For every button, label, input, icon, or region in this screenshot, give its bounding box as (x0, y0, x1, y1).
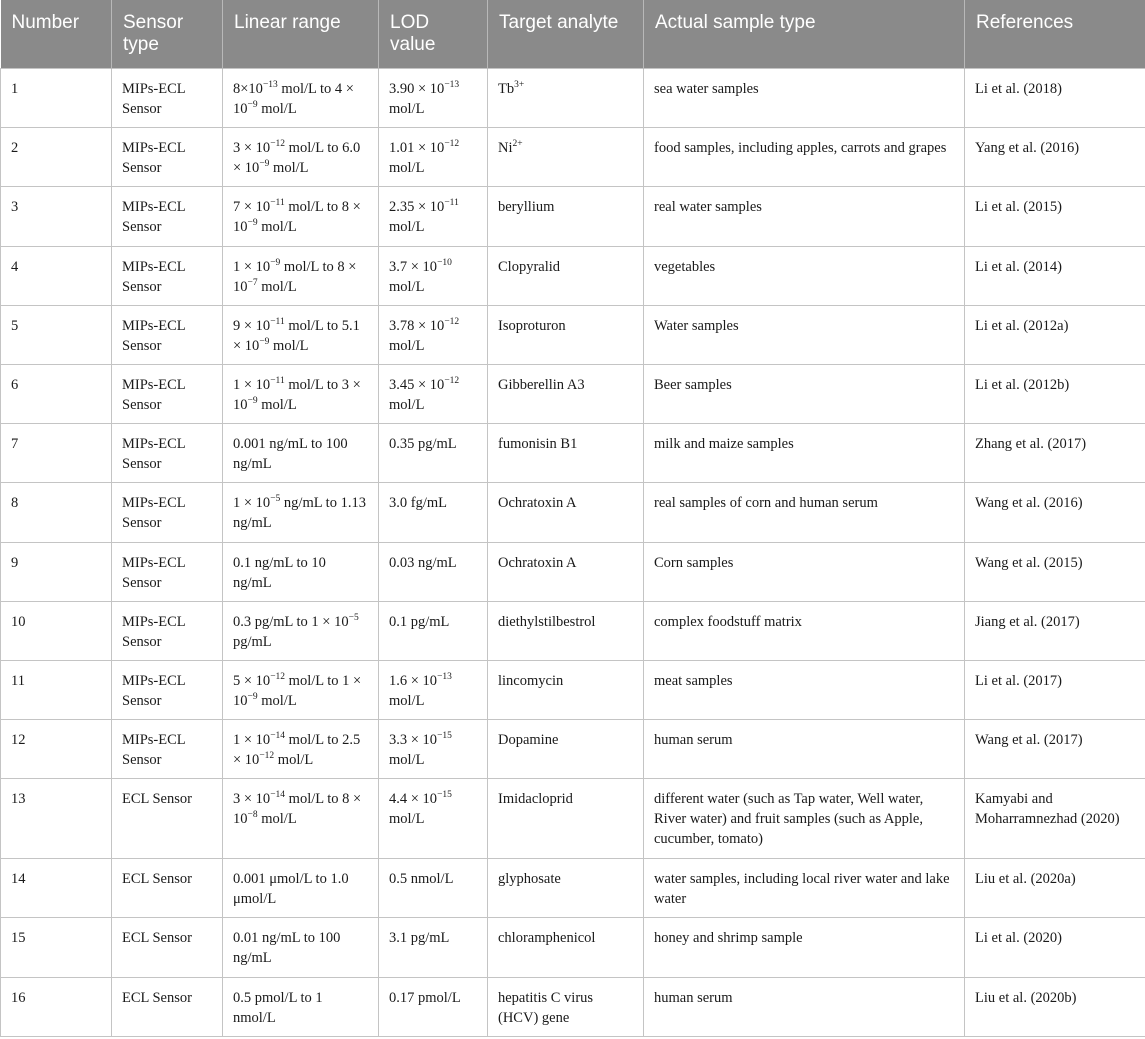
cell-reference: Yang et al. (2016) (965, 128, 1145, 187)
cell-reference: Zhang et al. (2017) (965, 424, 1145, 483)
cell-sensor-type: ECL Sensor (112, 779, 223, 859)
cell-target-analyte: Clopyralid (488, 246, 644, 305)
cell-number: 4 (1, 246, 112, 305)
cell-target-analyte: Imidacloprid (488, 779, 644, 859)
cell-reference: Jiang et al. (2017) (965, 601, 1145, 660)
cell-target-analyte: Isoproturon (488, 305, 644, 364)
table-row (1, 779, 1145, 859)
cell-target-analyte: lincomycin (488, 660, 644, 719)
cell-sensor-type: MIPs-ECL Sensor (112, 305, 223, 364)
cell-target-analyte: Gibberellin A3 (488, 364, 644, 423)
cell-linear-range: $3 \times 10^{-14}$ mol/L to $8 \times 10^{-8}$ mol/L (223, 779, 379, 859)
cell-reference: Li et al. (2014) (965, 246, 1145, 305)
table-row (1, 918, 1145, 977)
cell-actual-sample-type: water samples, including local river water and lake water (644, 859, 965, 918)
cell-target-analyte: beryllium (488, 187, 644, 246)
cell-linear-range: 0.001 μmol/L to 1.0 μmol/L (223, 859, 379, 918)
cell-linear-range: $8\times 10^{-13}$ mol/L to $4 \times 10^{-9}$ mol/L (223, 69, 379, 128)
cell-sensor-type: MIPs-ECL Sensor (112, 424, 223, 483)
header-target-analyte: Target analyte (488, 0, 644, 69)
cell-number: 13 (1, 779, 112, 859)
cell-reference: Liu et al. (2020a) (965, 859, 1145, 918)
cell-reference: Li et al. (2015) (965, 187, 1145, 246)
table-row (1, 128, 1145, 187)
table-row (1, 187, 1145, 246)
table-row (1, 424, 1145, 483)
table-row (1, 977, 1145, 1036)
cell-lod-value: 0.1 pg/mL (379, 601, 488, 660)
cell-number: 12 (1, 720, 112, 779)
cell-lod-value: 3.1 pg/mL (379, 918, 488, 977)
cell-actual-sample-type: Beer samples (644, 364, 965, 423)
cell-sensor-type: ECL Sensor (112, 918, 223, 977)
cell-reference: Wang et al. (2016) (965, 483, 1145, 542)
cell-actual-sample-type: different water (such as Tap water, Well water, River water) and fruit samples (such as Apple, cucumber, tomato) (644, 779, 965, 859)
cell-number: 7 (1, 424, 112, 483)
cell-sensor-type: ECL Sensor (112, 859, 223, 918)
cell-sensor-type: MIPs-ECL Sensor (112, 69, 223, 128)
cell-number: 1 (1, 69, 112, 128)
cell-number: 14 (1, 859, 112, 918)
cell-sensor-type: MIPs-ECL Sensor (112, 483, 223, 542)
header-row (1, 0, 1145, 69)
cell-number: 5 (1, 305, 112, 364)
cell-linear-range: $9 \times 10^{-11}$ mol/L to $5.1 \times 10^{-9}$ mol/L (223, 305, 379, 364)
cell-sensor-type: MIPs-ECL Sensor (112, 364, 223, 423)
cell-sensor-type: MIPs-ECL Sensor (112, 601, 223, 660)
cell-reference: Li et al. (2017) (965, 660, 1145, 719)
header-actual-sample-type: Actual sample type (644, 0, 965, 69)
header-references: References (965, 0, 1145, 69)
cell-reference: Li et al. (2012b) (965, 364, 1145, 423)
cell-target-analyte: glyphosate (488, 859, 644, 918)
cell-target-analyte: chloramphenicol (488, 918, 644, 977)
cell-actual-sample-type: Water samples (644, 305, 965, 364)
cell-linear-range: $7 \times 10^{-11}$ mol/L to $8 \times 10^{-9}$ mol/L (223, 187, 379, 246)
cell-linear-range: 0.3 pg/mL to $1 \times 10^{-5}$ pg/mL (223, 601, 379, 660)
cell-actual-sample-type: real water samples (644, 187, 965, 246)
cell-number: 11 (1, 660, 112, 719)
table-row (1, 305, 1145, 364)
cell-linear-range: 0.01 ng/mL to 100 ng/mL (223, 918, 379, 977)
cell-reference: Wang et al. (2015) (965, 542, 1145, 601)
cell-lod-value: 0.5 nmol/L (379, 859, 488, 918)
table-row (1, 542, 1145, 601)
cell-linear-range: $5 \times 10^{-12}$ mol/L to $1 \times 10^{-9}$ mol/L (223, 660, 379, 719)
cell-sensor-type: MIPs-ECL Sensor (112, 542, 223, 601)
cell-number: 8 (1, 483, 112, 542)
cell-lod-value: $3.78 \times 10^{-12}$ mol/L (379, 305, 488, 364)
cell-target-analyte: Ochratoxin A (488, 542, 644, 601)
cell-sensor-type: MIPs-ECL Sensor (112, 128, 223, 187)
cell-reference: Liu et al. (2020b) (965, 977, 1145, 1036)
header-number: Number (1, 0, 112, 69)
table-row (1, 483, 1145, 542)
table-row (1, 660, 1145, 719)
cell-number: 2 (1, 128, 112, 187)
cell-lod-value: $4.4 \times 10^{-15}$ mol/L (379, 779, 488, 859)
cell-number: 3 (1, 187, 112, 246)
cell-actual-sample-type: meat samples (644, 660, 965, 719)
table-row (1, 859, 1145, 918)
cell-linear-range: $1 \times 10^{-14}$ mol/L to $2.5 \times 10^{-12}$ mol/L (223, 720, 379, 779)
cell-reference: Li et al. (2012a) (965, 305, 1145, 364)
table-row (1, 364, 1145, 423)
cell-reference: Kamyabi and Moharramnezhad (2020) (965, 779, 1145, 859)
table-row (1, 720, 1145, 779)
cell-actual-sample-type: complex foodstuff matrix (644, 601, 965, 660)
cell-sensor-type: ECL Sensor (112, 977, 223, 1036)
cell-reference: Li et al. (2020) (965, 918, 1145, 977)
header-sensor-type: Sensor type (112, 0, 223, 69)
cell-linear-range: 0.1 ng/mL to 10 ng/mL (223, 542, 379, 601)
cell-reference: Li et al. (2018) (965, 69, 1145, 128)
cell-linear-range: $1 \times 10^{-11}$ mol/L to $3 \times 10^{-9}$ mol/L (223, 364, 379, 423)
cell-actual-sample-type: sea water samples (644, 69, 965, 128)
cell-lod-value: 0.17 pmol/L (379, 977, 488, 1036)
cell-sensor-type: MIPs-ECL Sensor (112, 660, 223, 719)
cell-actual-sample-type: Corn samples (644, 542, 965, 601)
cell-linear-range: 0.001 ng/mL to 100 ng/mL (223, 424, 379, 483)
table-body (1, 69, 1145, 1037)
table-header (1, 0, 1145, 69)
cell-sensor-type: MIPs-ECL Sensor (112, 187, 223, 246)
cell-lod-value: $1.01 \times 10^{-12}$ mol/L (379, 128, 488, 187)
cell-lod-value: $3.90 \times 10^{-13}$ mol/L (379, 69, 488, 128)
cell-target-analyte: $Tb^{3+}$ (488, 69, 644, 128)
cell-lod-value: $3.3 \times 10^{-15}$ mol/L (379, 720, 488, 779)
cell-number: 6 (1, 364, 112, 423)
table-row (1, 601, 1145, 660)
cell-linear-range: $3 \times 10^{-12}$ mol/L to $6.0 \times 10^{-9}$ mol/L (223, 128, 379, 187)
cell-lod-value: $2.35 \times 10^{-11}$ mol/L (379, 187, 488, 246)
cell-number: 16 (1, 977, 112, 1036)
cell-lod-value: $3.45 \times 10^{-12}$ mol/L (379, 364, 488, 423)
cell-target-analyte: Ochratoxin A (488, 483, 644, 542)
cell-actual-sample-type: human serum (644, 977, 965, 1036)
table-row (1, 69, 1145, 128)
cell-target-analyte: $Ni^{2+}$ (488, 128, 644, 187)
table-row (1, 246, 1145, 305)
cell-actual-sample-type: milk and maize samples (644, 424, 965, 483)
cell-actual-sample-type: honey and shrimp sample (644, 918, 965, 977)
cell-lod-value: $3.7 \times 10^{-10}$ mol/L (379, 246, 488, 305)
header-linear-range: Linear range (223, 0, 379, 69)
cell-actual-sample-type: human serum (644, 720, 965, 779)
cell-reference: Wang et al. (2017) (965, 720, 1145, 779)
cell-number: 9 (1, 542, 112, 601)
cell-lod-value: 0.35 pg/mL (379, 424, 488, 483)
cell-linear-range: $1 \times 10^{-9}$ mol/L to $8 \times 10^{-7}$ mol/L (223, 246, 379, 305)
cell-linear-range: 0.5 pmol/L to 1 nmol/L (223, 977, 379, 1036)
cell-sensor-type: MIPs-ECL Sensor (112, 246, 223, 305)
cell-number: 10 (1, 601, 112, 660)
cell-target-analyte: hepatitis C virus (HCV) gene (488, 977, 644, 1036)
cell-sensor-type: MIPs-ECL Sensor (112, 720, 223, 779)
cell-actual-sample-type: food samples, including apples, carrots and grapes (644, 128, 965, 187)
cell-lod-value: $1.6 \times 10^{-13}$ mol/L (379, 660, 488, 719)
header-lod-value: LOD value (379, 0, 488, 69)
cell-actual-sample-type: real samples of corn and human serum (644, 483, 965, 542)
cell-target-analyte: fumonisin B1 (488, 424, 644, 483)
cell-lod-value: 0.03 ng/mL (379, 542, 488, 601)
cell-target-analyte: diethylstilbestrol (488, 601, 644, 660)
cell-number: 15 (1, 918, 112, 977)
cell-actual-sample-type: vegetables (644, 246, 965, 305)
cell-linear-range: $1 \times 10^{-5}$ ng/mL to 1.13 ng/mL (223, 483, 379, 542)
cell-lod-value: 3.0 fg/mL (379, 483, 488, 542)
cell-target-analyte: Dopamine (488, 720, 644, 779)
